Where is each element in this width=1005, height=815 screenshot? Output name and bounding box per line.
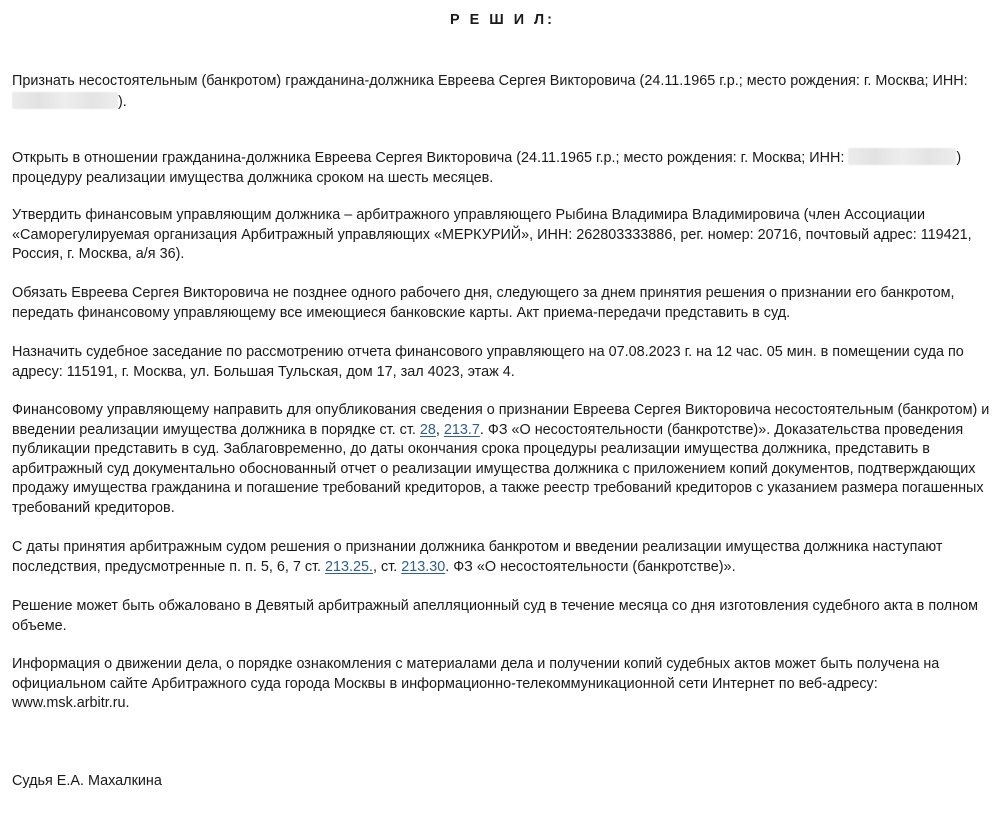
paragraph-text: Информация о движении дела, о порядке ознакомления с материалами дела и получении копий судебных актов может быть получена на официальном сайте Арбитражного суда города Москвы в информационно-телекоммуникационной сети Интернет по веб-адресу: www.msk.arbitr.ru. (12, 656, 940, 711)
paragraph-consequences (12, 538, 997, 577)
law-article-link-28[interactable]: 28 (419, 421, 436, 438)
law-article-link-213-7[interactable]: 213.7 (443, 421, 480, 438)
judge-signature (12, 772, 997, 792)
redacted-inn (12, 92, 118, 109)
law-article-link-213-25[interactable]: 213.25. (325, 558, 374, 575)
paragraph-appeal (12, 597, 997, 636)
separator: , (435, 421, 440, 438)
redacted-inn (848, 148, 956, 165)
paragraph-text: Финансовому управляющему направить для опубликования сведения о признании Евреева Сергея Викторовича несостоятельным (банкротом) и введении реализации имущества должника в порядке ст. ст. (12, 402, 990, 438)
paragraph-publication (12, 401, 997, 518)
paragraph-open-procedure (12, 148, 997, 188)
paragraph-text: ) процедуру реализации имущества должника сроком на шесть месяцев. (12, 150, 962, 186)
signature-text: Судья Е.А. Махалкина (12, 773, 162, 789)
paragraph-court-hearing (12, 343, 997, 382)
paragraph-bankruptcy-declaration (12, 72, 997, 112)
paragraph-text: Обязать Евреева Сергея Викторовича не позднее одного рабочего дня, следующего за днем принятия решения о признании его банкротом, передать финансовому управляющему все имеющиеся банковские карты. Акт приема-передачи представить в суд. (12, 285, 955, 321)
decision-heading: Р Е Ш И Л: (450, 12, 555, 28)
paragraph-text: С даты принятия арбитражным судом решения о признании должника банкротом и введении реализации имущества должника наступают последствия, предусмотренные п. п. 5, 6, 7 ст. (12, 539, 943, 575)
paragraph-appoint-manager (12, 206, 997, 265)
paragraph-text: Открыть в отношении гражданина-должника Евреева Сергея Викторовича (24.11.1965 г.р.; место рождения: г. Москва; ИНН: (12, 150, 845, 166)
paragraph-text: . ФЗ «О несостоятельности (банкротстве)». Доказательства проведения публикации представить в суд. Заблаговременно, до даты окончания срока процедуры реализации имущества должника, представить в арбитражный суд документально обоснованный отчет о реализации имущества должника с приложением копий документов, подтверждающих продажу имущества гражданина и погашение требований кредиторов, а также реестр требований кредиторов с указанием размера погашенных требований кредиторов. (12, 421, 984, 516)
paragraph-bank-cards (12, 284, 997, 323)
paragraph-text: ). (118, 93, 127, 110)
paragraph-text: . ФЗ «О несостоятельности (банкротстве)». (445, 558, 736, 575)
paragraph-text: Решение может быть обжаловано в Девятый арбитражный апелляционный суд в течение месяца со дня изготовления судебного акта в полном объеме. (12, 598, 979, 634)
paragraph-information (12, 655, 997, 714)
paragraph-text: Утвердить финансовым управляющим должника – арбитражного управляющего Рыбина Владимира Владимировича (член Ассоциации «Саморегулируемая организация Арбитражный управляющих «МЕРКУРИЙ», ИНН: 262803333886, рег. номер: 20716, почтовый адрес: 119421, Россия, г. Москва, а/я 36). (12, 207, 972, 262)
paragraph-text: Признать несостоятельным (банкротом) гражданина-должника Евреева Сергея Викторовича (24.11.1965 г.р.; место рождения: г. Москва; ИНН: (12, 73, 968, 89)
paragraph-text: Назначить судебное заседание по рассмотрению отчета финансового управляющего на 07.08.2023 г. на 12 час. 05 мин. в помещении суда по адресу: 115191, г. Москва, ул. Большая Тульская, дом 17, зал 4023, этаж 4. (12, 344, 964, 380)
paragraph-text: , ст. (373, 558, 398, 575)
law-article-link-213-30[interactable]: 213.30 (401, 558, 446, 575)
